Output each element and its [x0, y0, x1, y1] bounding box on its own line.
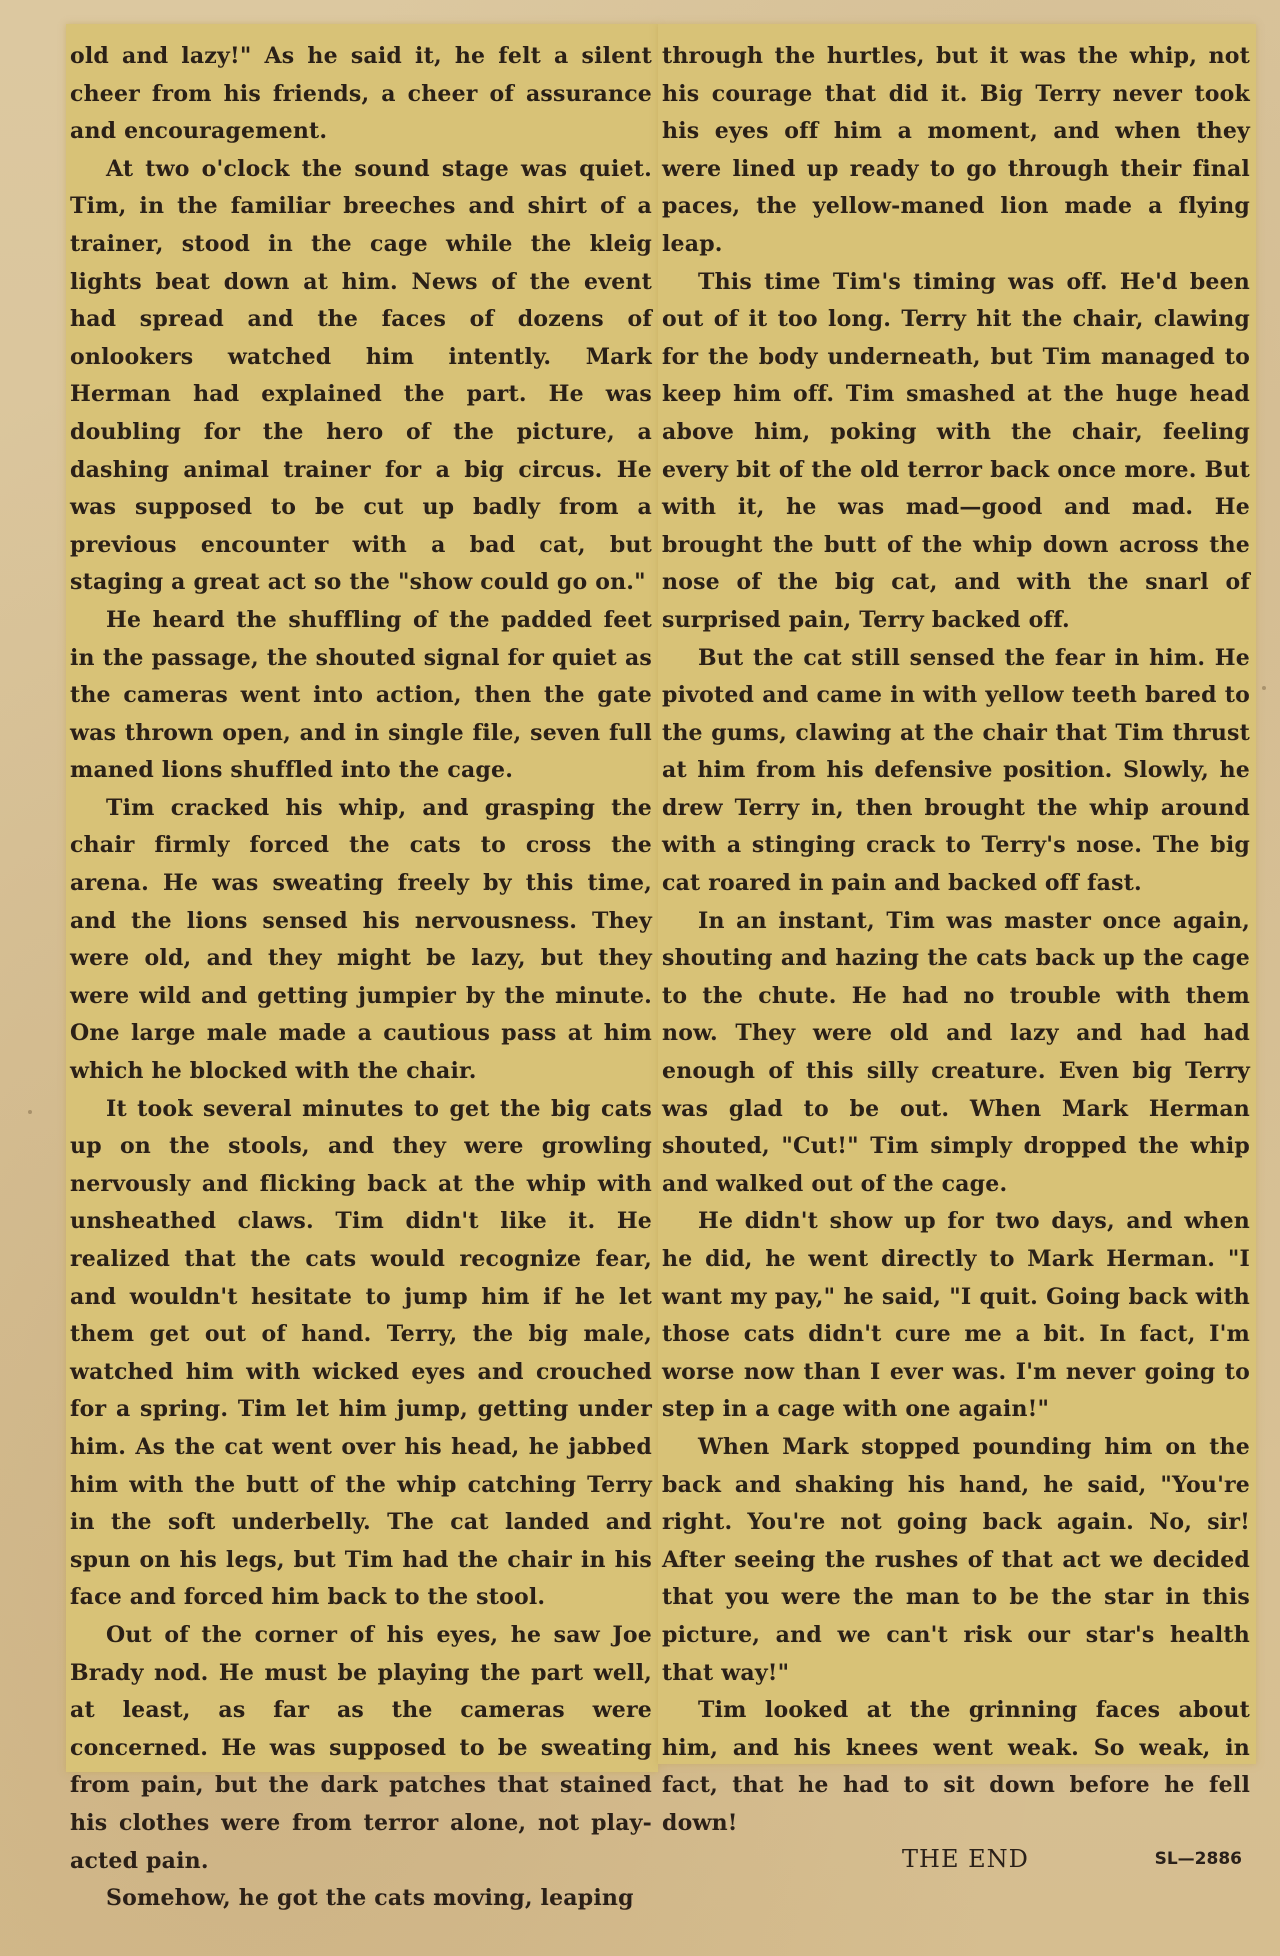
paper-speck — [540, 1784, 544, 1788]
paragraph: But the cat still sensed the fear in him. He pivoted and came in with yellow teeth bared to the gums, clawing at the chair that Tim thrust at him from his defensive position. Slowly, he drew Terry in, then brought the whip around with a stinging crack to Terry's nose. The big cat roared in pain and backed off fast. — [662, 644, 1250, 897]
paragraph: In an instant, Tim was master once again, shouting and hazing the cats back up the cage to the chute. He had no trouble with them now. They were old and lazy and had had enough of this silly creature. Even big Terry was glad to be out. When Mark Herman shouted, "Cut!" Tim simply dropped the whip and walked out of the cage. — [662, 907, 1250, 1197]
paragraph: It took several minutes to get the big cats up on the stools, and they were growling nervously and flicking back at the whip with unsheathed claws. Tim didn't like it. He realized that the cats would recognize fear, and wouldn't hesitate to jump him if he let them get out of hand. Terry, the big male, watched him with wicked eyes and crouched for a spring. Tim let him jump, getting under him. As the cat went over his head, he jabbed him with the butt of the whip catching Terry in the soft underbelly. The cat landed and spun on his legs, but Tim had the chair in his face and forced him back to the stool. — [70, 1095, 652, 1611]
paragraph: Tim cracked his whip, and grasping the chair firmly forced the cats to cross the arena. He was sweating freely by this time, and the lions sensed his nervousness. They were old, and they might be lazy, but they were wild and getting jumpier by the minute. One large male made a cautious pass at him which he blocked with the chair. — [70, 794, 652, 1085]
paragraph: through the hurtles, but it was the whip, not his courage that did it. Big Terry never took his eyes off him a moment, and when they were lined up ready to go through their final paces, the yellow-maned lion made a flying leap. — [662, 43, 1250, 257]
paragraph: Somehow, he got the cats moving, leaping — [106, 1885, 634, 1912]
paper-speck — [1262, 686, 1266, 690]
left-text-column — [66, 24, 658, 1912]
page-code: SL—2886 — [1154, 1848, 1242, 1869]
right-text-column — [658, 24, 1256, 1873]
paragraph: Tim looked at the grinning faces about him, and his knees went weak. So weak, in fact, that he had to sit down before he fell down! — [662, 1697, 1250, 1836]
paragraph: He heard the shuffling of the padded feet in the passage, the shouted signal for quiet as the cameras went into action, then the gate was thrown open, and in single file, seven full maned lions shuffled into the cage. — [70, 606, 652, 784]
paragraph: Out of the corner of his eyes, he saw Joe Brady nod. He must be playing the part well, at least, as far as the cameras were concerned. He was supposed to be sweating from pain, but the dark patches that stained his clothes were from terror alone, not play-acted pain. — [70, 1621, 652, 1874]
the-end-label: THE END — [902, 1844, 1029, 1873]
end-line — [662, 1845, 1250, 1885]
paragraph: At two o'clock the sound stage was quiet. Tim, in the familiar breeches and shirt of a trainer, stood in the cage while the kleig lights beat down at him. News of the event had spread and the faces of dozens of onlookers watched him intently. Mark Herman had explained the part. He was doubling for the hero of the picture, a dashing animal trainer for a big circus. He was supposed to be cut up badly from a previous encounter with a bad cat, but staging a great act so the "show could go on." — [70, 155, 652, 596]
paragraph: old and lazy!" As he said it, he felt a silent cheer from his friends, a cheer of assurance and encouragement. — [70, 43, 652, 145]
paper-speck — [28, 1110, 32, 1114]
paragraph: This time Tim's timing was off. He'd been out of it too long. Terry hit the chair, clawing for the body underneath, but Tim managed to keep him off. Tim smashed at the huge head above him, poking with the chair, feeling every bit of the old terror back once more. But with it, he was mad—good and mad. He brought the butt of the whip down across the nose of the big cat, and with the snarl of surprised pain, Terry backed off. — [662, 268, 1250, 633]
paragraph: He didn't show up for two days, and when he did, he went directly to Mark Herman. "I want my pay," he said, "I quit. Going back with those cats didn't cure me a bit. In fact, I'm worse now than I ever was. I'm never going to step in a cage with one again!" — [662, 1208, 1250, 1423]
paragraph: When Mark stopped pounding him on the back and shaking his hand, he said, "You're right. You're not going back again. No, sir! After seeing the rushes of that act we decided that you were the man to be the star in this picture, and we can't risk our star's health that way!" — [662, 1433, 1250, 1686]
